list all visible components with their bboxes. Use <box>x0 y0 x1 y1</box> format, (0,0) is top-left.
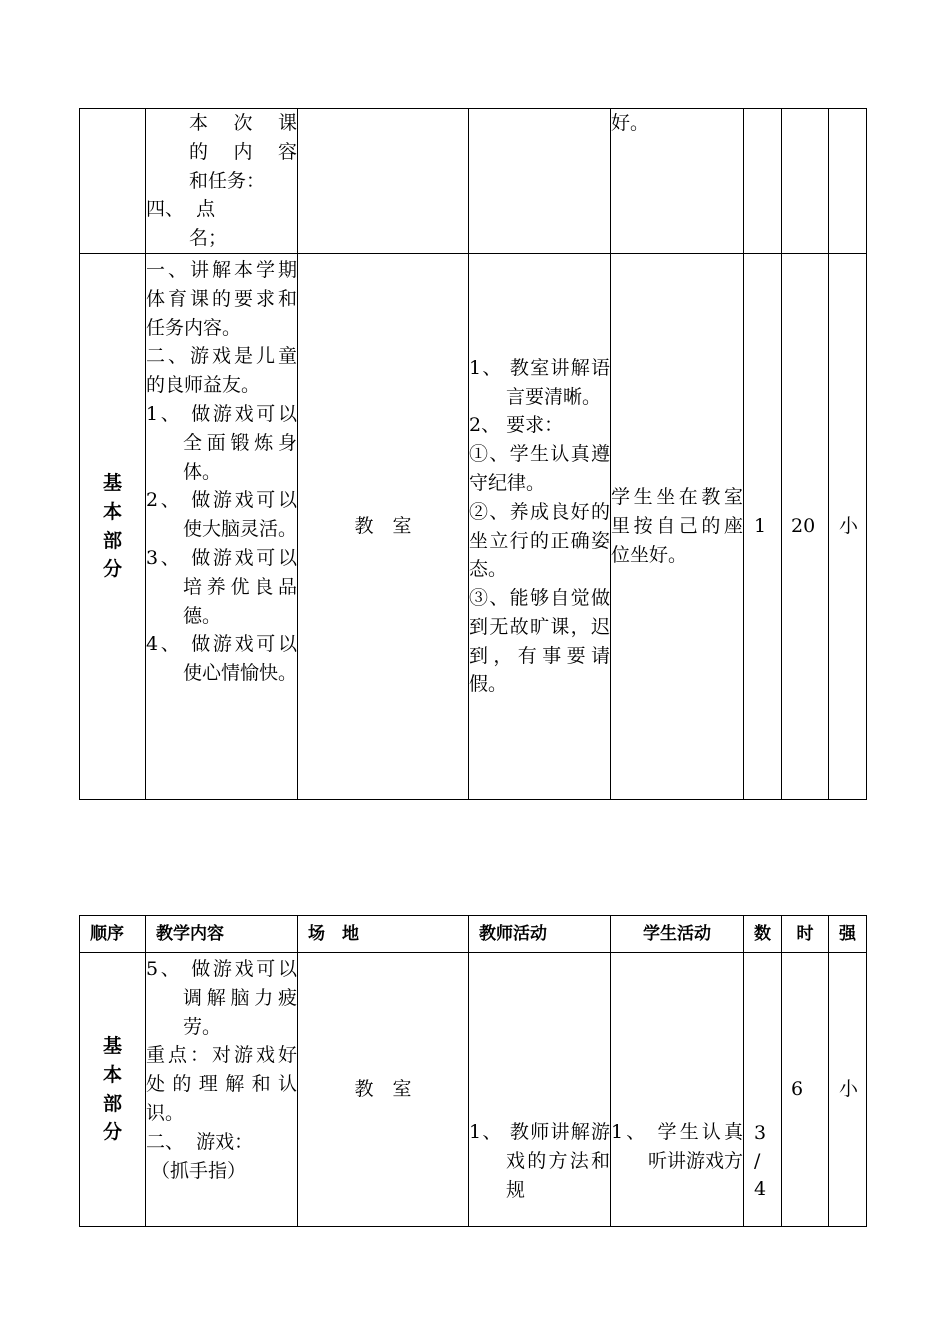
content-paragraph: 5、 做游戏可以调解脑力疲劳。 <box>146 958 297 1038</box>
content-paragraph: 1、 做游戏可以全面锻炼身体。 <box>146 402 297 483</box>
section-cell <box>80 109 146 254</box>
student-activity-cell: 好。 <box>611 109 744 254</box>
header-content: 教学内容 <box>146 916 298 953</box>
count-cell: 1 <box>744 254 782 800</box>
content-paragraph: 重点：对游戏好处的理解和认识。 <box>146 1044 297 1124</box>
content-cell <box>146 109 298 254</box>
teacher-paragraph: 1、 教室讲解语言要清晰。 <box>469 356 610 408</box>
section-char: 部 <box>102 529 122 552</box>
header-venue: 场 地 <box>298 916 469 953</box>
intensity-cell: 小 <box>829 254 867 800</box>
content-paragraph: 一、讲解本学期体育课的要求和任务内容。 <box>146 259 297 339</box>
content-cell <box>146 953 298 1227</box>
header-teacher-activity: 教师活动 <box>469 916 611 953</box>
count-part: 3 <box>754 1122 767 1144</box>
lesson-plan-table-2 <box>79 915 867 1227</box>
section-char: 本 <box>102 1063 122 1086</box>
table-row <box>80 953 867 1227</box>
intensity-cell: 小 <box>829 953 867 1227</box>
header-time: 时 <box>782 916 829 953</box>
section-char: 部 <box>102 1092 122 1115</box>
count-cell <box>744 109 782 254</box>
content-paragraph: 3、 做游戏可以培养优良品德。 <box>146 546 297 627</box>
teacher-paragraph: ①、学生认真遵守纪律。 <box>469 443 610 494</box>
content-paragraph: 二、游戏是儿童的良师益友。 <box>146 345 297 397</box>
table-row <box>80 109 867 254</box>
time-cell: 20 <box>782 254 829 800</box>
table-header-row <box>80 916 867 953</box>
section-char: 分 <box>102 558 122 581</box>
intensity-cell <box>829 109 867 254</box>
teacher-paragraph: 2、 要求： <box>469 414 564 437</box>
teacher-paragraph: 1、 教师讲解游戏的方法和规 <box>469 1121 610 1201</box>
section-char: 基 <box>102 471 122 494</box>
table-row <box>80 254 867 800</box>
venue-cell: 教 室 <box>298 953 469 1227</box>
count-part: / <box>754 1150 761 1172</box>
teacher-activity-cell <box>469 109 611 254</box>
teacher-paragraph: ②、养成良好的坐立行的正确姿态。 <box>469 500 610 581</box>
section-label-cell <box>80 953 146 1227</box>
count-part: 4 <box>754 1178 767 1200</box>
content-paragraph: 4、 做游戏可以使心情愉快。 <box>146 633 298 685</box>
content-paragraph: 2、 做游戏可以使大脑灵活。 <box>146 489 298 541</box>
teacher-activity-cell <box>469 254 611 800</box>
content-line: 本次课 <box>189 112 297 134</box>
venue-cell <box>298 109 469 254</box>
student-activity-cell <box>611 953 744 1227</box>
time-cell <box>782 109 829 254</box>
content-line: 名； <box>189 227 228 250</box>
teacher-paragraph: ③、能够自觉做到无故旷课，迟到，有事要请假。 <box>469 587 610 696</box>
header-order: 顺序 <box>80 916 146 953</box>
section-label-cell <box>80 254 146 800</box>
student-activity-cell: 学生坐在教室里按自己的座位坐好。 <box>611 254 744 800</box>
section-char: 分 <box>102 1121 122 1144</box>
content-line: 和任务： <box>189 169 266 192</box>
count-cell <box>744 953 782 1227</box>
content-line: 的内容 <box>189 140 297 163</box>
content-line: 四、 点 <box>146 198 216 221</box>
header-intensity: 强 <box>829 916 867 953</box>
section-char: 基 <box>102 1034 122 1057</box>
time-cell: 6 <box>782 953 829 1227</box>
lesson-plan-table-1 <box>79 108 867 800</box>
header-student-activity: 学生活动 <box>611 916 744 953</box>
content-paragraph: （抓手指） <box>151 1159 247 1182</box>
header-count: 数 <box>744 916 782 953</box>
teacher-activity-cell <box>469 953 611 1227</box>
venue-cell: 教 室 <box>298 254 469 800</box>
student-paragraph: 1、 学生认真听讲游戏方 <box>611 1121 744 1172</box>
content-cell <box>146 254 298 800</box>
content-paragraph: 二、 游戏： <box>146 1130 254 1153</box>
section-char: 本 <box>102 500 122 523</box>
